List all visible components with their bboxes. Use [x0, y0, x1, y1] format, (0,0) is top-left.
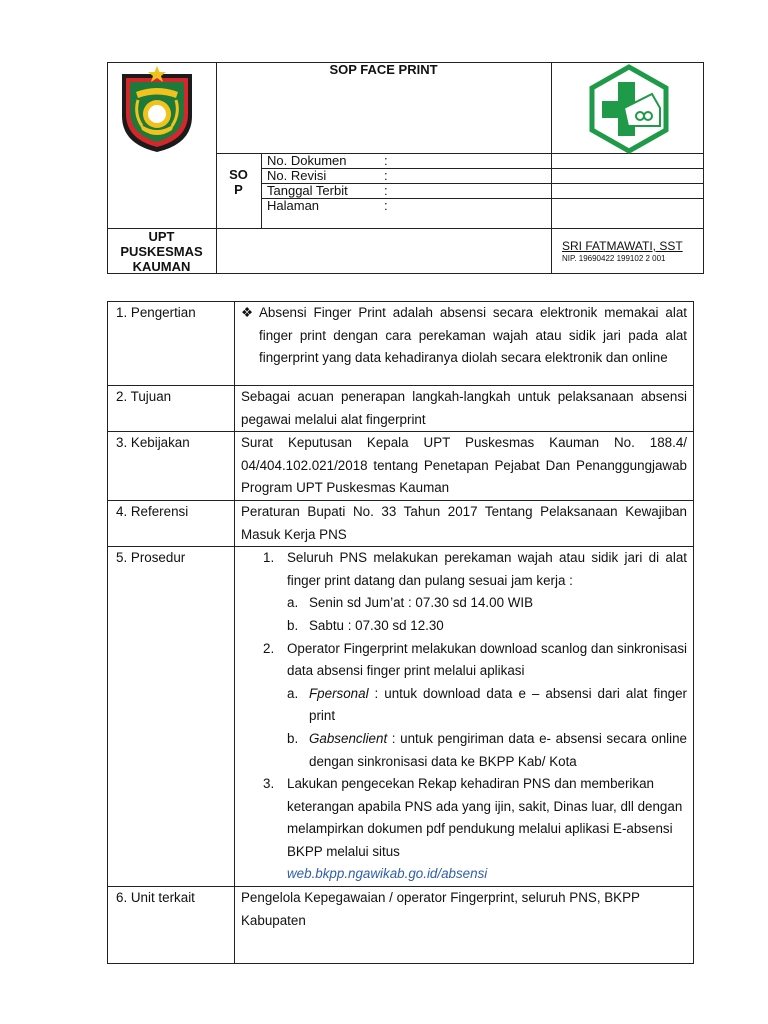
meta-sep: :: [384, 168, 388, 183]
procedure-substep: [263, 615, 687, 638]
meta-label-tanggal-terbit: Tanggal Terbit: [267, 183, 348, 198]
section-label: 3. Kebijakan: [108, 432, 235, 501]
substep-text: : untuk pengiriman data e- absensi secara online dengan sinkronisasi data ke BKPP Kab/ Kota: [309, 730, 687, 769]
procedure-content: [235, 547, 694, 887]
section-row: [108, 302, 694, 386]
procedure-step: [263, 638, 687, 683]
substep-letter: b.: [287, 730, 299, 746]
step-text: Operator Fingerprint melakukan download scanlog dan sinkronisasi data absensi finger print melalui aplikasi: [287, 640, 687, 679]
step-number: 2.: [263, 640, 275, 656]
procedure-substep: [263, 728, 687, 773]
substep-text: Senin sd Jum’at : 07.30 sd 14.00 WIB: [309, 595, 534, 611]
header-divider: [261, 168, 704, 169]
meta-sep: :: [384, 183, 388, 198]
section-row: [108, 547, 694, 887]
app-name: Fpersonal: [309, 685, 369, 701]
step-number: 1.: [263, 550, 275, 566]
step-text: Seluruh PNS melakukan perekaman wajah atau sidik jari di alat finger print datang dan pulang sesuai jam kerja :: [287, 550, 687, 588]
section-row: [108, 386, 694, 432]
section-label: 4. Referensi: [108, 500, 235, 546]
section-label: 2. Tujuan: [108, 386, 235, 432]
signatory-nip: NIP. 19690422 199102 2 001: [562, 254, 666, 263]
header-divider: [261, 153, 262, 228]
org-name: UPT PUSKESMAS KAUMAN: [120, 229, 203, 274]
section-row: [108, 500, 694, 546]
section-text: Sebagai acuan penerapan langkah-langkah untuk pelaksanaan absensi pegawai melalui alat fingerprint: [235, 386, 694, 432]
section-label: 1. Pengertian: [108, 302, 235, 386]
section-text: Pengelola Kepegawaian / operator Fingerprint, seluruh PNS, BKPP Kabupaten: [235, 887, 694, 964]
section-content: [235, 302, 694, 386]
meta-label-no-dokumen: No. Dokumen: [267, 153, 347, 168]
section-text: Surat Keputusan Kepala UPT Puskesmas Kauman No. 188.4/ 04/404.102.021/2018 tentang Penetapan Pejabat Dan Penanggungjawab Program UPT Puskesmas Kauman: [235, 432, 694, 501]
absensi-website-link[interactable]: web.bkpp.ngawikab.go.id/absensi: [287, 866, 488, 882]
header-divider: [261, 198, 704, 199]
substep-text: Sabtu : 07.30 sd 12.30: [309, 617, 444, 633]
regional-crest-icon: [118, 64, 196, 154]
sop-content-table: [107, 301, 694, 964]
document-title: SOP FACE PRINT: [329, 62, 438, 77]
procedure-substep: [263, 683, 687, 728]
procedure-step: [263, 773, 687, 886]
substep-letter: b.: [287, 617, 299, 633]
meta-sep: :: [384, 153, 388, 168]
substep-letter: a.: [287, 685, 299, 701]
section-text: Peraturan Bupati No. 33 Tahun 2017 Tentang Pelaksanaan Kewajiban Masuk Kerja PNS: [235, 500, 694, 546]
puskesmas-cross-logo-icon: [588, 64, 670, 154]
meta-label-no-revisi: No. Revisi: [267, 168, 327, 183]
section-row: [108, 887, 694, 964]
signatory-name: SRI FATMAWATI, SST: [562, 239, 683, 253]
section-label: 6. Unit terkait: [108, 887, 235, 964]
diamond-bullet-icon: ❖: [241, 305, 254, 320]
step-number: 3.: [263, 776, 275, 792]
step-text: Lakukan pengecekan Rekap kehadiran PNS dan memberikan keterangan apabila PNS ada yang ijin, sakit, Dinas luar, dll dengan melampirkan dokumen pdf pendukung melalui aplikasi E-absensi BKPP melalui situs: [287, 776, 683, 859]
meta-label-halaman: Halaman: [267, 198, 320, 213]
procedure-step: [263, 547, 687, 592]
sop-label: SO P: [229, 167, 248, 197]
substep-text: : untuk download data e – absensi dari alat finger print: [309, 685, 687, 724]
procedure-substep: [263, 592, 687, 615]
meta-sep: :: [384, 198, 388, 213]
section-row: [108, 432, 694, 501]
app-name: Gabsenclient: [309, 730, 388, 746]
section-label: 5. Prosedur: [108, 547, 235, 887]
substep-letter: a.: [287, 595, 299, 611]
section-text: Absensi Finger Print adalah absensi secara elektronik memakai alat finger print dengan cara perekaman wajah atau sidik jari pada alat fingerprint yang data kehadiranya diolah secara elektronik dan online: [259, 305, 687, 366]
